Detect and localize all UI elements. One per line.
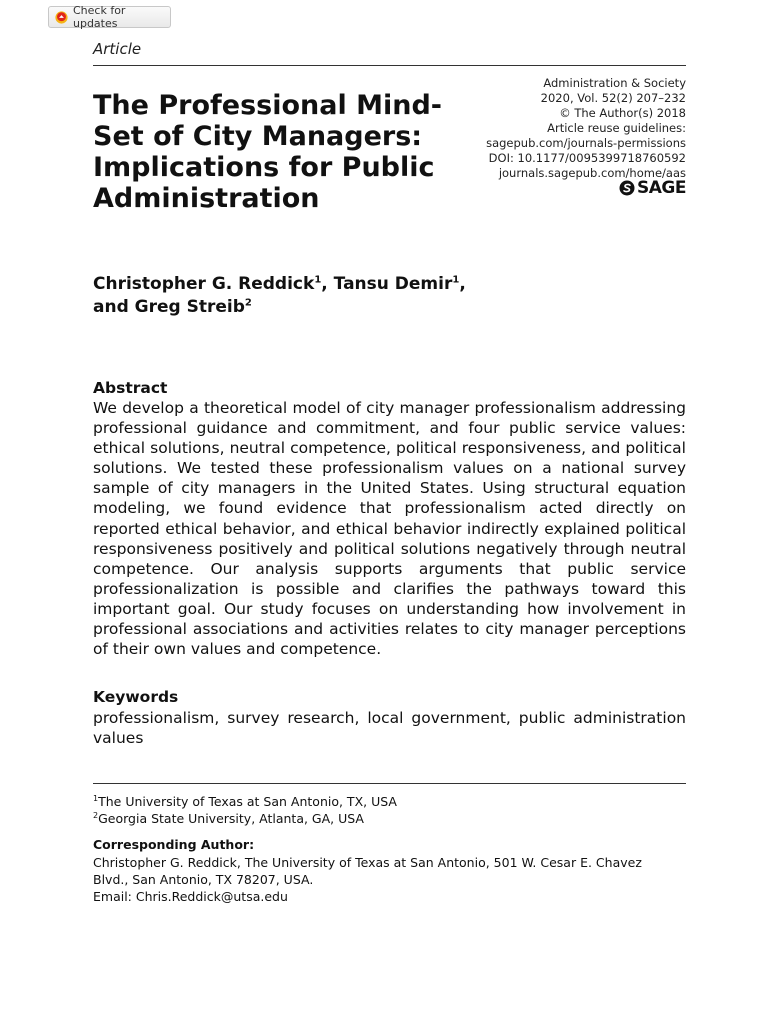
- corresponding-author-heading: Corresponding Author:: [93, 837, 255, 852]
- corresponding-author-details: [93, 854, 686, 905]
- reuse-guidelines-label: Article reuse guidelines:: [547, 121, 686, 135]
- header-divider: [93, 65, 686, 66]
- check-for-updates-label: Check for updates: [73, 4, 126, 30]
- check-for-updates-button[interactable]: [48, 6, 171, 28]
- title-line: The Professional Mind-: [93, 90, 442, 121]
- sage-logo-icon: [619, 180, 635, 196]
- affiliation-number: 2: [93, 810, 99, 820]
- sage-logo: [619, 178, 686, 198]
- journal-name: Administration & Society: [543, 76, 686, 90]
- article-type-label: Article: [93, 40, 142, 58]
- author-name: Christopher G. Reddick: [93, 274, 315, 294]
- author-list: [93, 273, 653, 319]
- sage-logo-text: SAGE: [637, 178, 686, 198]
- affiliation-2: [93, 811, 364, 827]
- affiliation-marker: 1: [314, 274, 322, 286]
- journal-homepage-link[interactable]: journals.sagepub.com/home/aas: [498, 166, 686, 180]
- keywords-heading: Keywords: [93, 688, 179, 706]
- author-line: [93, 273, 653, 296]
- affiliation-text: The University of Texas at San Antonio, TX, USA: [98, 794, 397, 809]
- article-title: [93, 90, 453, 214]
- author-line: [93, 296, 653, 319]
- permissions-link[interactable]: sagepub.com/journals-permissions: [486, 136, 686, 150]
- affiliation-text: Georgia State University, Atlanta, GA, USA: [98, 811, 364, 826]
- abstract-text: We develop a theoretical model of city manager professionalism addressing professional guidance and commitment, and four public service values: ethical solutions, neutral competence, political responsiveness, and political solutions. We tested these professionalism values on a national survey sample of city managers in the United States. Using structural equation modeling, we found evidence that professionalism acted directly on reported ethical behavior, and ethical behavior indirectly explained political responsiveness positively and political solutions negatively through neutral competence. Our analysis supports arguments that public service professionalization is possible and clarifies the pathways toward this important goal. Our study focuses on understanding how involvement in professional associations and activities relates to city manager perceptions of their own values and competence.: [93, 399, 686, 659]
- title-line: Set of City Managers:: [93, 121, 423, 152]
- footnote-divider: [93, 783, 686, 784]
- corresponding-author-address: Christopher G. Reddick, The University of Texas at San Antonio, 501 W. Cesar E. Chavez: [93, 855, 642, 870]
- check-updates-icon: [55, 11, 68, 24]
- affiliation-marker: 1: [452, 274, 460, 286]
- corresponding-author-email[interactable]: Email: Chris.Reddick@utsa.edu: [93, 889, 288, 904]
- affiliation-number: 1: [93, 793, 99, 803]
- abstract-heading: Abstract: [93, 379, 168, 397]
- journal-volume: 2020, Vol. 52(2) 207–232: [540, 91, 686, 105]
- doi-link[interactable]: DOI: 10.1177/0095399718760592: [488, 151, 686, 165]
- author-separator: ,: [459, 274, 466, 294]
- author-name: , Tansu Demir: [321, 274, 453, 294]
- affiliation-marker: 2: [244, 297, 252, 309]
- keywords-text: professionalism, survey research, local government, public administration values: [93, 709, 686, 747]
- affiliation-1: [93, 794, 397, 810]
- title-line: Implications for Public: [93, 152, 435, 183]
- corresponding-author-address: Blvd., San Antonio, TX 78207, USA.: [93, 872, 314, 887]
- author-name: and Greg Streib: [93, 297, 245, 317]
- copyright-line: © The Author(s) 2018: [559, 106, 686, 120]
- title-line: Administration: [93, 183, 320, 214]
- journal-info: [486, 76, 686, 181]
